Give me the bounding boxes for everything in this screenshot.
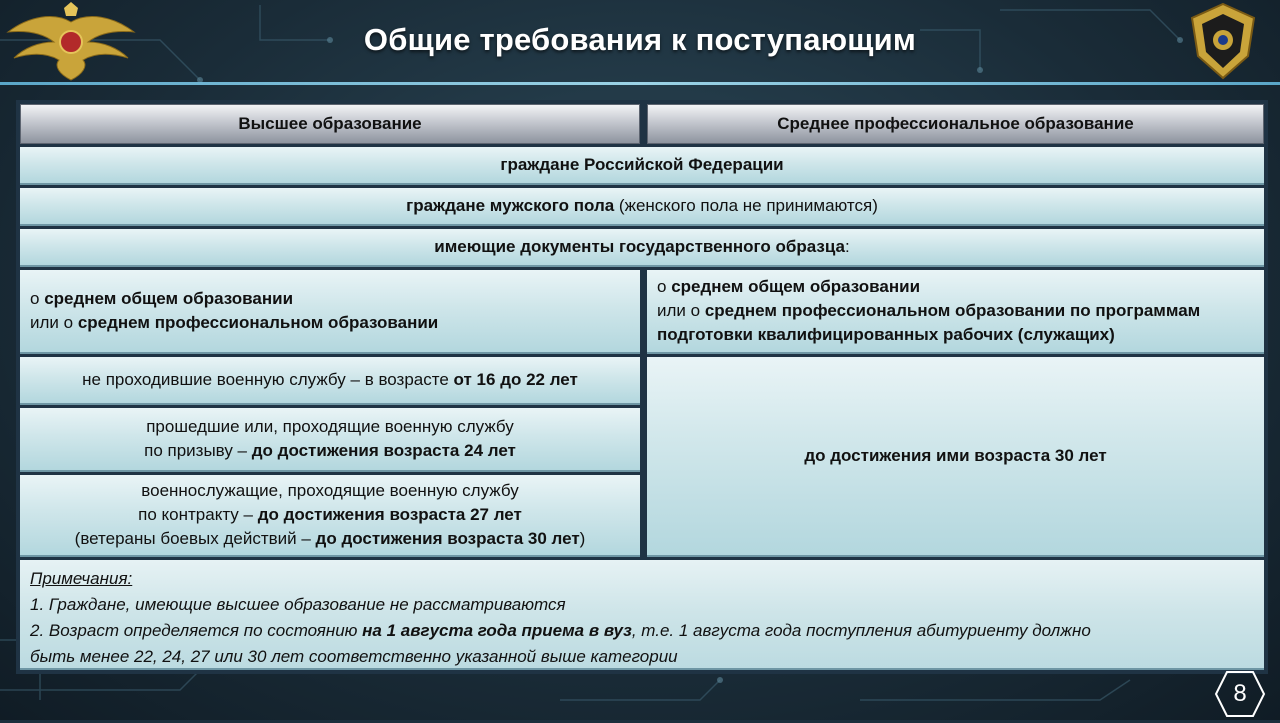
secondary-docs-l2-bold: среднем профессиональном образовании по программам (704, 301, 1201, 320)
note-2-bold: на 1 августа года приема в вуз (362, 621, 632, 640)
note-2 (30, 618, 1254, 644)
age-conscript-l1: прошедшие или, проходящие военную службу (146, 417, 514, 436)
secondary-docs-l1-bold: среднем общем образовании (671, 277, 921, 296)
higher-docs-l1-pre: о (30, 289, 45, 308)
age-secondary-text: до достижения ими возраста 30 лет (804, 446, 1107, 465)
academy-badge-icon (1188, 2, 1258, 80)
cell-secondary-docs (647, 270, 1264, 354)
age-veterans-post: ) (579, 529, 586, 548)
cell-age-conscript (20, 408, 640, 472)
row-male (20, 188, 1264, 226)
note-2-pre: 2. Возраст определяется по состоянию (30, 621, 363, 640)
age-no-service-bold: от 16 до 22 лет (453, 370, 578, 389)
age-veterans-bold: до достижения возраста 30 лет (315, 529, 580, 548)
cell-higher-docs (20, 270, 640, 354)
age-no-service-pre: не проходившие военную службу – в возрасте (82, 370, 454, 389)
header-divider (0, 82, 1280, 85)
cell-age-contract (20, 475, 640, 557)
column-header-higher-education: Высшее образование (20, 104, 640, 144)
note-3: быть менее 22, 24, 27 или 30 лет соответственно указанной выше категории (30, 647, 678, 666)
secondary-docs-l3-bold: подготовки квалифицированных рабочих (служащих) (657, 325, 1115, 344)
notes-block (20, 560, 1264, 670)
age-contract-pre: по контракту – (138, 505, 258, 524)
secondary-docs-l1-pre: о (657, 277, 672, 296)
note-1: 1. Граждане, имеющие высшее образование не рассматриваются (30, 595, 566, 614)
age-contract-l1: военнослужащие, проходящие военную службу (141, 481, 519, 500)
page-number-badge (1214, 670, 1266, 718)
row-citizens-text: граждане Российской Федерации (500, 155, 784, 174)
age-contract-bold: до достижения возраста 27 лет (257, 505, 522, 524)
row-citizens (20, 147, 1264, 185)
row-documents-bold: имеющие документы государственного образца (434, 237, 845, 256)
age-conscript-pre: по призыву – (144, 441, 252, 460)
row-male-bold: граждане мужского пола (406, 196, 615, 215)
age-conscript-bold: до достижения возраста 24 лет (251, 441, 516, 460)
column-header-secondary-education: Среднее профессиональное образование (647, 104, 1264, 144)
slide-title: Общие требования к поступающим (363, 22, 917, 57)
higher-docs-l2-pre: или о (30, 313, 78, 332)
note-2-post: , т.е. 1 августа года поступления абитуриенту должно (631, 621, 1091, 640)
row-documents-rest: : (845, 237, 850, 256)
age-veterans-pre: (ветераны боевых действий – (74, 529, 316, 548)
cell-age-secondary (647, 357, 1264, 557)
cell-age-no-service (20, 357, 640, 405)
row-male-rest: (женского пола не принимаются) (614, 196, 878, 215)
slide-header (0, 0, 1280, 86)
notes-title: Примечания: (30, 569, 133, 588)
requirements-table (16, 100, 1268, 674)
row-documents (20, 229, 1264, 267)
higher-docs-l2-bold: среднем профессиональном образовании (77, 313, 439, 332)
secondary-docs-l2-pre: или о (657, 301, 705, 320)
page-number: 8 (1233, 680, 1247, 707)
higher-docs-l1-bold: среднем общем образовании (44, 289, 294, 308)
